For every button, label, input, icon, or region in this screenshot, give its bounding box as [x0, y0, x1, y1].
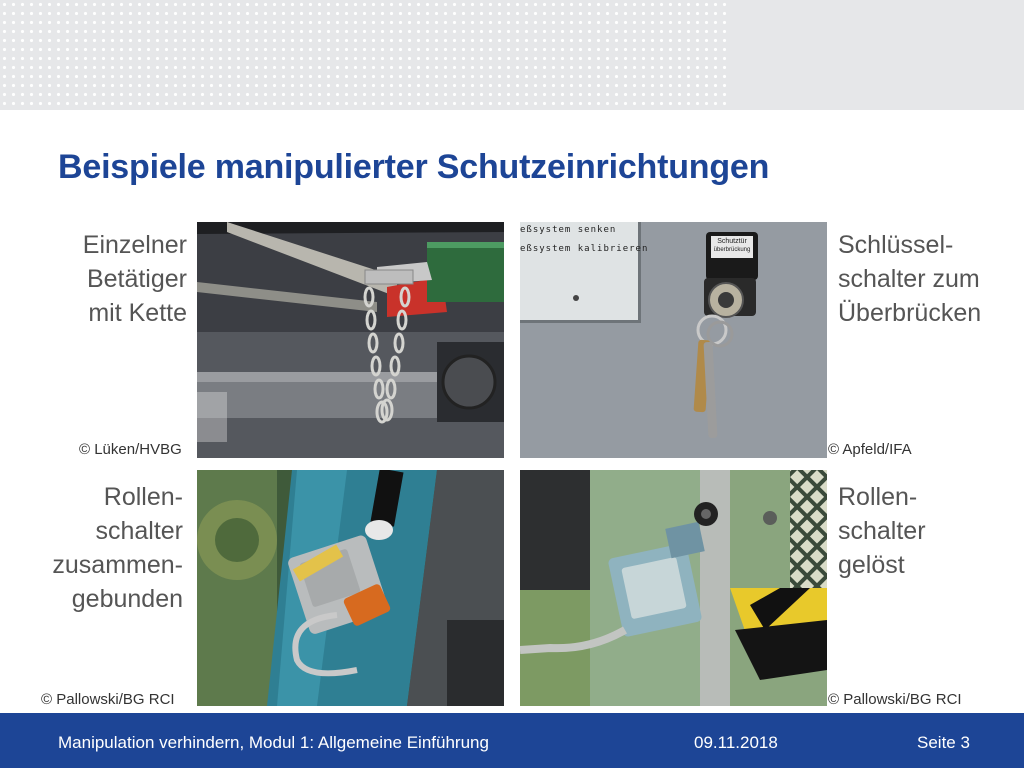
caption-line: Schlüssel-	[838, 231, 954, 259]
header-band	[730, 0, 1024, 110]
key-label-1: Schutztür	[717, 238, 747, 245]
roller-switch-tied-photo	[197, 470, 504, 706]
roller-switch-loose-photo	[520, 470, 827, 706]
footer-bar	[0, 713, 1024, 768]
caption-line: gelöst	[838, 551, 905, 579]
caption-line: Überbrücken	[838, 299, 982, 327]
caption-line: zusammen-	[52, 551, 183, 579]
caption-key-switch	[838, 228, 1018, 330]
slide-title: Beispiele manipulierter Schutzeinrichtungen	[58, 148, 770, 186]
caption-line: schalter	[838, 517, 926, 545]
caption-line: Betätiger	[86, 265, 187, 293]
credit-roller-switch-tied: © Pallowski/BG RCI	[41, 691, 175, 708]
panel-label-2: eßsystem kalibrieren	[520, 244, 649, 254]
key-label-2: überbrückung	[713, 247, 751, 253]
caption-line: Rollen-	[103, 483, 183, 511]
credit-key-switch: © Apfeld/IFA	[828, 441, 912, 458]
caption-line: schalter zum	[838, 265, 980, 293]
caption-roller-switch-tied	[20, 480, 183, 616]
panel-label-1: eßsystem senken	[520, 225, 617, 235]
credit-chain-actuator: © Lüken/HVBG	[79, 441, 182, 458]
key-switch-photo	[520, 222, 827, 458]
chain-actuator-photo	[197, 222, 504, 458]
footer-page-number: Seite 3	[917, 733, 970, 752]
credit-roller-switch-loose: © Pallowski/BG RCI	[828, 691, 962, 708]
caption-line: Einzelner	[82, 231, 187, 259]
caption-roller-switch-loose	[838, 480, 988, 582]
caption-chain-actuator	[40, 228, 187, 330]
caption-line: mit Kette	[88, 299, 187, 327]
caption-line: schalter	[95, 517, 183, 545]
caption-line: Rollen-	[838, 483, 918, 511]
footer-date: 09.11.2018	[694, 733, 778, 752]
footer-module-title: Manipulation verhindern, Modul 1: Allgemeine Einführung	[58, 733, 489, 752]
caption-line: gebunden	[71, 585, 183, 613]
